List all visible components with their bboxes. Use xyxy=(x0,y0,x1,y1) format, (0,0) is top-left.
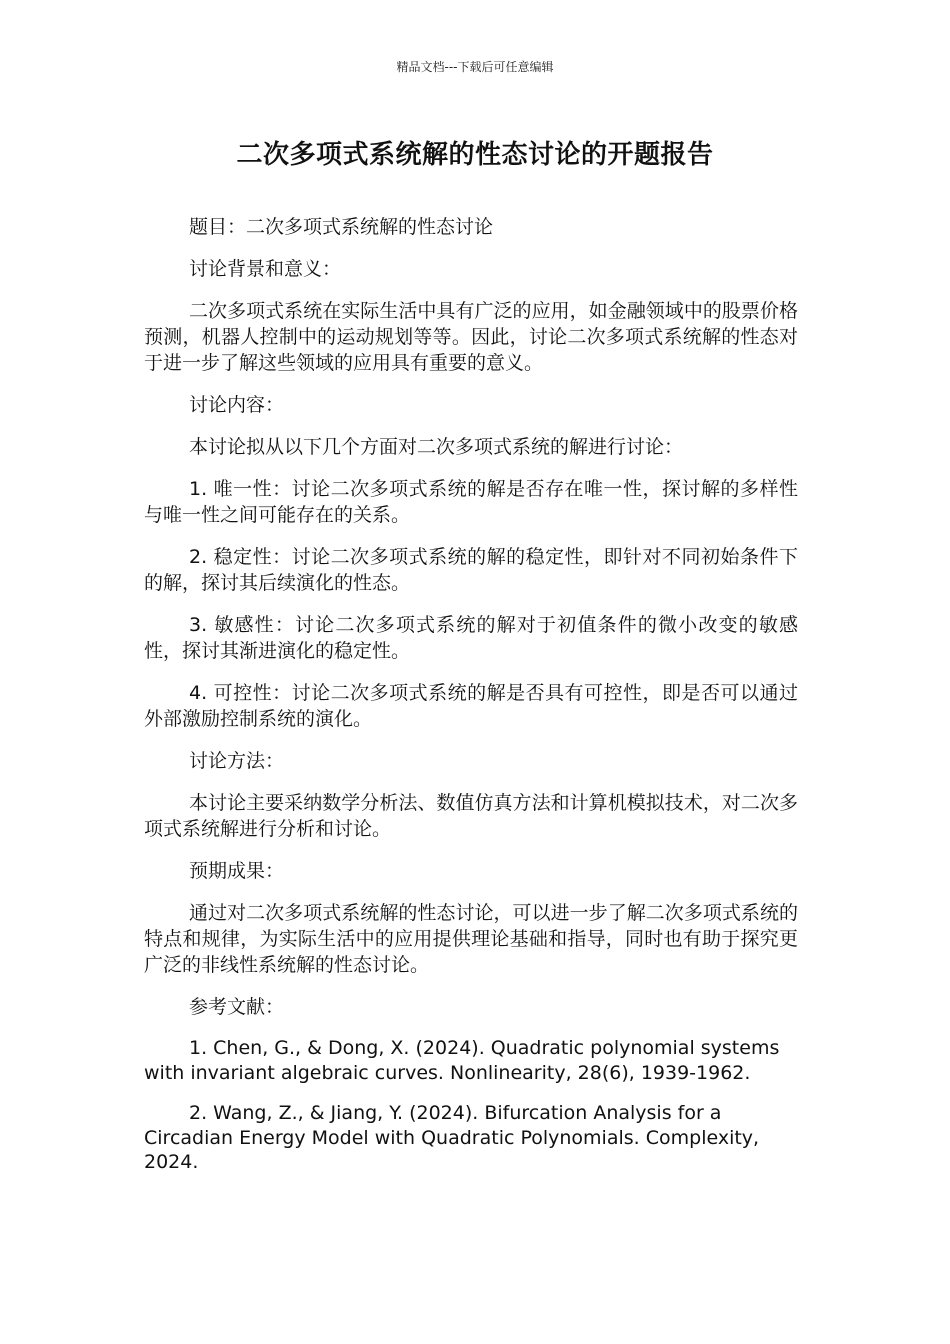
outcome-paragraph: 通过对二次多项式系统解的性态讨论，可以进一步了解二次多项式系统的特点和规律，为实际生活中的应用提供理论基础和指导，同时也有助于探究更广泛的非线性系统解的性态讨论。 xyxy=(144,902,798,976)
background-paragraph: 二次多项式系统在实际生活中具有广泛的应用，如金融领域中的股票价格预测，机器人控制中的运动规划等等。因此，讨论二次多项式系统解的性态对于进一步了解这些领域的应用具有重要的意义。 xyxy=(144,300,798,374)
content-item-sensitivity: 3. 敏感性：讨论二次多项式系统的解对于初值条件的微小改变的敏感性，探讨其渐进演化的稳定性。 xyxy=(144,614,798,662)
method-paragraph: 本讨论主要采纳数学分析法、数值仿真方法和计算机模拟技术，对二次多项式系统解进行分析和讨论。 xyxy=(144,792,798,840)
content-item-stability: 2. 稳定性：讨论二次多项式系统的解的稳定性，即针对不同初始条件下的解，探讨其后续演化的性态。 xyxy=(144,546,798,594)
reference-item: 2. Wang, Z., & Jiang, Y. (2024). Bifurcation Analysis for a Circadian Energy Model with Quadratic Polynomials. Complexity, 2024. xyxy=(144,1102,760,1173)
page-header: 精品文档---下载后可任意编辑 xyxy=(396,60,554,74)
content-item-uniqueness: 1. 唯一性：讨论二次多项式系统的解是否存在唯一性，探讨解的多样性与唯一性之间可能存在的关系。 xyxy=(144,478,798,526)
section-heading-references: 参考文献： xyxy=(189,996,285,1018)
topic-line: 题目：二次多项式系统解的性态讨论 xyxy=(189,216,494,238)
section-heading-method: 讨论方法： xyxy=(189,750,285,772)
document-body xyxy=(144,214,798,1191)
section-heading-content: 讨论内容： xyxy=(189,394,285,416)
content-intro-paragraph: 本讨论拟从以下几个方面对二次多项式系统的解进行讨论： xyxy=(189,436,684,458)
section-heading-outcome: 预期成果： xyxy=(189,860,285,882)
reference-item: 1. Chen, G., & Dong, X. (2024). Quadratic polynomial systems with invariant algebraic curves. Nonlinearity, 28(6), 1939-1962. xyxy=(144,1037,780,1084)
document-title: 二次多项式系统解的性态讨论的开题报告 xyxy=(236,140,714,170)
section-heading-background: 讨论背景和意义： xyxy=(189,258,342,280)
content-item-controllability: 4. 可控性：讨论二次多项式系统的解是否具有可控性，即是否可以通过外部激励控制系统的演化。 xyxy=(144,682,798,730)
